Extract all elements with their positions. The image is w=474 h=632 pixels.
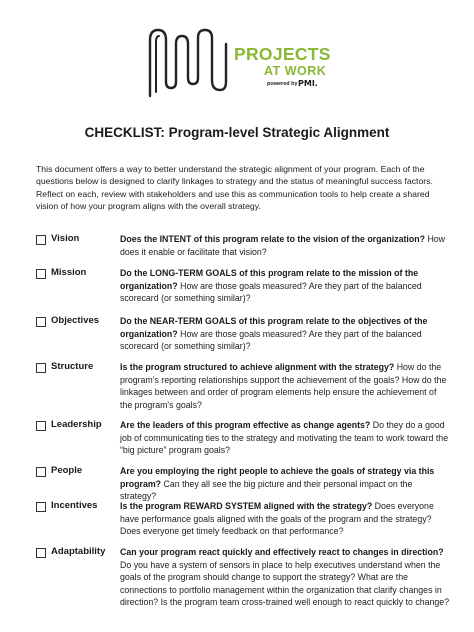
item-question: Does the INTENT of this program relate to the vision of the organization? bbox=[120, 234, 425, 244]
item-text bbox=[120, 267, 450, 305]
checkbox[interactable] bbox=[36, 363, 46, 373]
item-question: Are you employing the right people to achieve the goals of strategy via this program? bbox=[120, 466, 435, 489]
item-detail: Can they all see the big picture and their personal impact on the strategy? bbox=[120, 478, 413, 501]
item-question: Can your program react quickly and effectively react to changes in direction? bbox=[120, 547, 444, 557]
logo-powered-by-text: powered by bbox=[267, 81, 298, 87]
checkbox[interactable] bbox=[36, 317, 46, 327]
item-text bbox=[120, 233, 450, 258]
item-label: Vision bbox=[51, 233, 80, 244]
item-text bbox=[120, 546, 450, 609]
item-label: Mission bbox=[51, 267, 87, 278]
item-question: Is the program REWARD SYSTEM aligned with the strategy? bbox=[120, 501, 373, 511]
checkbox[interactable] bbox=[36, 502, 46, 512]
logo-projects-text: PROJECTS bbox=[234, 44, 331, 64]
item-question: Are the leaders of this program effective as change agents? bbox=[120, 420, 371, 430]
item-question: Do the NEAR-TERM GOALS of this program relate to the objectives of the organization? bbox=[120, 316, 428, 339]
checkbox[interactable] bbox=[36, 235, 46, 245]
item-detail: Do you have a system of sensors in place to help executives understand when the goals of the program should change to support the strategy? What are the connections to portfolio management within the organization that clarify changes in direction? Is the program team cross-trained well enough to react quickly to change? bbox=[120, 559, 450, 607]
item-label: Leadership bbox=[51, 419, 102, 430]
item-label: People bbox=[51, 465, 83, 476]
intro-paragraph: This document offers a way to better understand the strategic alignment of your program. Each of the questions below is designed to clarify linkages to strategy and the status of meaningful success factors. Reflect on each, review with stakeholders and use this as communication tools to help create a shared vision of how your program aligns with the overall strategy. bbox=[36, 164, 433, 211]
item-text bbox=[120, 465, 450, 503]
projects-at-work-logo bbox=[140, 22, 340, 100]
item-label: Adaptability bbox=[51, 546, 106, 557]
page-title: CHECKLIST: Program-level Strategic Alignment bbox=[84, 125, 390, 140]
logo-pmi-text: PMI. bbox=[298, 79, 318, 88]
item-text bbox=[120, 419, 450, 457]
checkbox[interactable] bbox=[36, 467, 46, 477]
item-label: Structure bbox=[51, 361, 94, 372]
item-label: Objectives bbox=[51, 315, 100, 326]
paperclip-pw-logo-icon bbox=[140, 22, 232, 100]
checkbox[interactable] bbox=[36, 421, 46, 431]
checkbox[interactable] bbox=[36, 548, 46, 558]
item-detail: How are those goals measured? Are they part of the balanced scorecard (or something similar)? bbox=[120, 328, 422, 351]
item-detail: How do the program's reporting relationships support the achievement of the goals? How do the linkages between and order of program elements help ensure the achievement of the program's goals? bbox=[120, 362, 447, 410]
item-detail: Do they do a good job of communicating ties to the strategy and motivating the team to work toward the “big picture” program goals? bbox=[120, 420, 449, 455]
item-detail: Does everyone have performance goals aligned with the goals of the program and the strategy? Does everyone get timely feedback on that performance? bbox=[120, 501, 434, 536]
item-text bbox=[120, 361, 450, 411]
item-text bbox=[120, 500, 450, 538]
item-label: Incentives bbox=[51, 500, 98, 511]
item-question: Is the program structured to achieve alignment with the strategy? bbox=[120, 362, 395, 372]
checkbox[interactable] bbox=[36, 269, 46, 279]
item-text bbox=[120, 315, 450, 353]
item-question: Do the LONG-TERM GOALS of this program relate to the mission of the organization? bbox=[120, 268, 419, 291]
item-detail: How are those goals measured? Are they part of the balanced scorecard (or something similar)? bbox=[120, 280, 422, 303]
logo-at-work-text: AT WORK bbox=[264, 64, 327, 78]
item-detail: How does it enable or facilitate that vision? bbox=[120, 234, 446, 257]
